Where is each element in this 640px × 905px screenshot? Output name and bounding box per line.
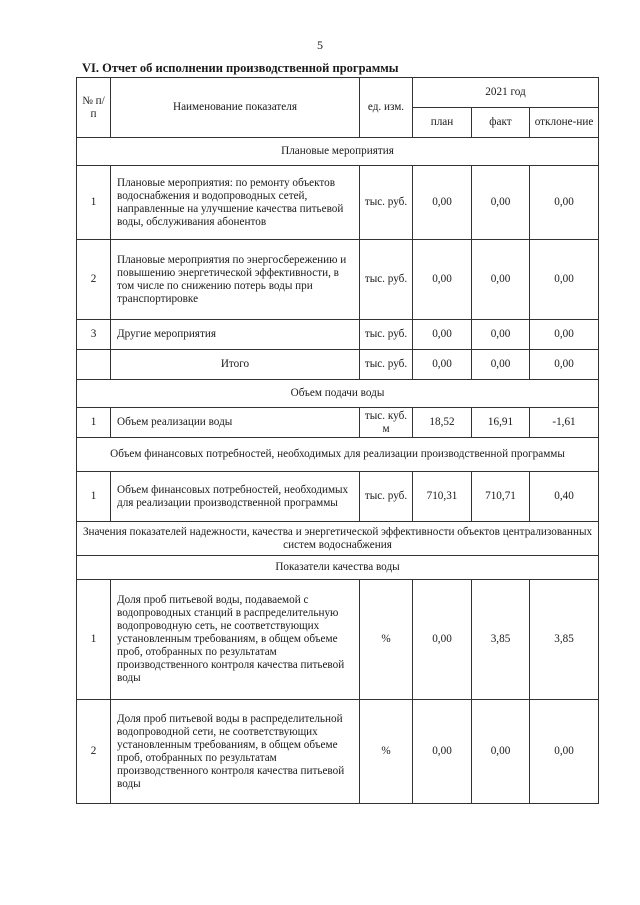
row-name: Объем финансовых потребностей, необходимых для реализации производственной программы — [111, 472, 360, 522]
section-header-row — [77, 380, 599, 408]
table-row — [77, 166, 599, 240]
section-header-row — [77, 138, 599, 166]
page-number: 5 — [317, 38, 323, 52]
row-deviation: 0,40 — [530, 472, 599, 522]
row-plan: 0,00 — [413, 350, 472, 380]
section-header-row — [77, 438, 599, 472]
table-row — [77, 472, 599, 522]
row-plan: 710,31 — [413, 472, 472, 522]
row-unit: тыс. руб. — [360, 350, 413, 380]
table-row — [77, 408, 599, 438]
row-plan: 0,00 — [413, 166, 472, 240]
row-num: 2 — [77, 700, 111, 804]
row-unit: тыс. руб. — [360, 320, 413, 350]
header-unit: ед. изм. — [360, 78, 413, 138]
section-title-cell: Объем подачи воды — [77, 380, 599, 408]
header-plan: план — [413, 108, 472, 138]
row-plan: 18,52 — [413, 408, 472, 438]
row-deviation: 3,85 — [530, 580, 599, 700]
row-deviation: -1,61 — [530, 408, 599, 438]
row-name: Объем реализации воды — [111, 408, 360, 438]
row-deviation: 0,00 — [530, 320, 599, 350]
row-num — [77, 350, 111, 380]
row-plan: 0,00 — [413, 580, 472, 700]
row-unit: тыс. руб. — [360, 166, 413, 240]
row-fact: 0,00 — [472, 166, 530, 240]
row-unit: тыс. руб. — [360, 472, 413, 522]
header-num: № п/п — [77, 78, 111, 138]
row-deviation: 0,00 — [530, 166, 599, 240]
row-deviation: 0,00 — [530, 700, 599, 804]
row-fact: 0,00 — [472, 240, 530, 320]
row-plan: 0,00 — [413, 240, 472, 320]
header-deviation: отклоне-ние — [530, 108, 599, 138]
report-body — [77, 138, 599, 804]
row-name: Доля проб питьевой воды в распределительной водопроводной сети, не соответствующих установленным требованиям, в общем объеме проб, отобранных по результатам производственного контроля качества питьевой воды — [111, 700, 360, 804]
section-header-row — [77, 556, 599, 580]
table-row — [77, 350, 599, 380]
row-unit: тыс. куб. м — [360, 408, 413, 438]
header-year: 2021 год — [413, 78, 599, 108]
row-unit: % — [360, 700, 413, 804]
row-unit: % — [360, 580, 413, 700]
row-num: 3 — [77, 320, 111, 350]
production-program-report-table — [76, 77, 599, 804]
table-row — [77, 320, 599, 350]
section-title-cell: Плановые мероприятия — [77, 138, 599, 166]
row-name: Итого — [111, 350, 360, 380]
row-num: 1 — [77, 408, 111, 438]
section-title-cell: Значения показателей надежности, качества и энергетической эффективности объектов централизованных систем водоснабжения — [77, 522, 599, 556]
row-fact: 0,00 — [472, 350, 530, 380]
row-num: 2 — [77, 240, 111, 320]
row-fact: 710,71 — [472, 472, 530, 522]
table-row — [77, 240, 599, 320]
row-num: 1 — [77, 472, 111, 522]
row-fact: 0,00 — [472, 700, 530, 804]
section-header-row — [77, 522, 599, 556]
section-title-cell: Показатели качества воды — [77, 556, 599, 580]
section-title: VI. Отчет об исполнении производственной программы — [82, 61, 399, 75]
row-num: 1 — [77, 166, 111, 240]
section-title-cell: Объем финансовых потребностей, необходимых для реализации производственной программы — [77, 438, 599, 472]
row-fact: 0,00 — [472, 320, 530, 350]
row-name: Плановые мероприятия по энергосбережению и повышению энергетической эффективности, в том числе по снижению потерь воды при транспортировке — [111, 240, 360, 320]
row-plan: 0,00 — [413, 320, 472, 350]
row-name: Плановые мероприятия: по ремонту объектов водоснабжения и водопроводных сетей, направленные на улучшение качества питьевой воды, обслуживания абонентов — [111, 166, 360, 240]
row-plan: 0,00 — [413, 700, 472, 804]
row-unit: тыс. руб. — [360, 240, 413, 320]
row-num: 1 — [77, 580, 111, 700]
header-name: Наименование показателя — [111, 78, 360, 138]
header-fact: факт — [472, 108, 530, 138]
row-fact: 3,85 — [472, 580, 530, 700]
table-row — [77, 700, 599, 804]
row-deviation: 0,00 — [530, 350, 599, 380]
row-name: Другие мероприятия — [111, 320, 360, 350]
row-fact: 16,91 — [472, 408, 530, 438]
row-name: Доля проб питьевой воды, подаваемой с водопроводных станций в распределительную водопроводную сеть, не соответствующих установленным требованиям, в общем объеме проб, отобранных по результатам производственного контроля качества питьевой воды — [111, 580, 360, 700]
row-deviation: 0,00 — [530, 240, 599, 320]
table-row — [77, 580, 599, 700]
